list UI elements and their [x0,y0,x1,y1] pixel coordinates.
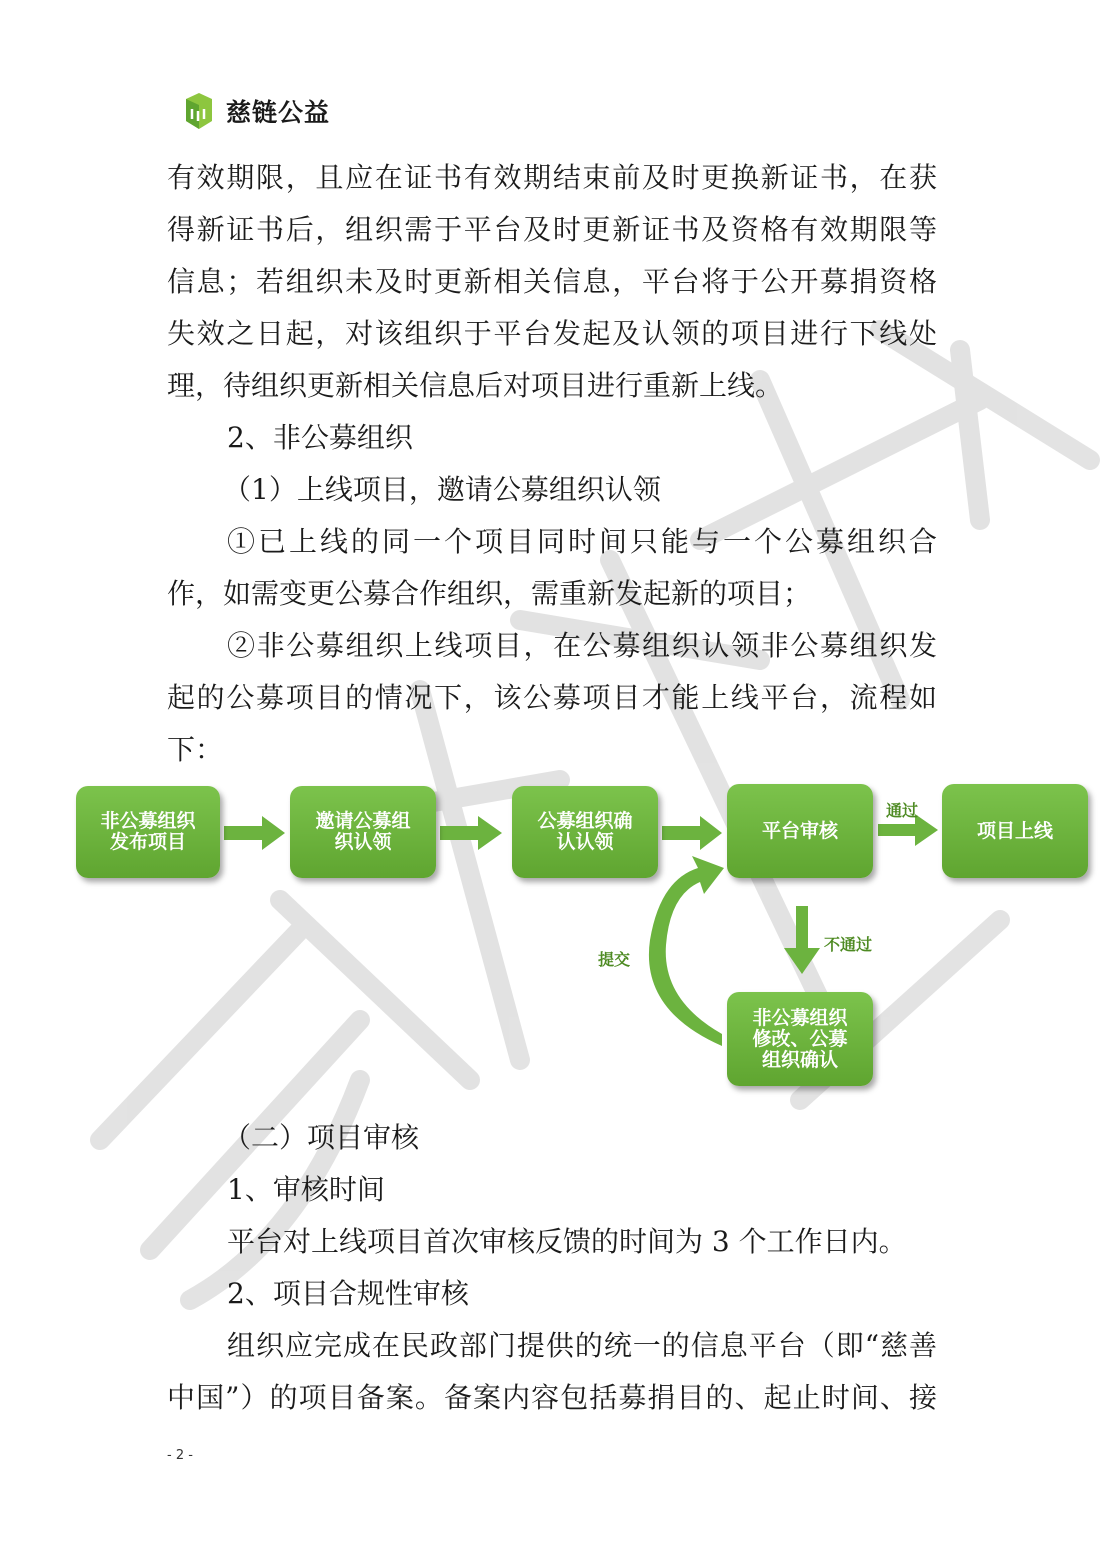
body-line: 中国”）的项目备案。备案内容包括募捐目的、起止时间、接 [167,1381,937,1414]
body-line: 得新证书后，组织需于平台及时更新证书及资格有效期限等 [167,213,937,246]
flow-step-review: 平台审核 [727,784,873,878]
arrow-down-icon [784,906,820,974]
body-line: 作，如需变更公募合作组织，需重新发起新的项目； [167,577,812,610]
brand-name: 慈链公益 [226,98,331,127]
subsection-heading: 1、审核时间 [227,1173,385,1206]
subsection-heading: （1）上线项目，邀请公募组织认领 [223,473,661,506]
body-line: 理，待组织更新相关信息后对项目进行重新上线。 [167,369,784,402]
flow-step-invite: 邀请公募组 织认领 [290,786,436,878]
flow-step-publish: 非公募组织 发布项目 [76,786,220,878]
body-line: 下： [167,733,224,766]
body-line: ②非公募组织上线项目，在公募组织认领非公募组织发 [227,629,937,662]
arrow-right-icon [440,816,502,850]
body-line: 平台对上线项目首次审核反馈的时间为 3 个工作日内。 [227,1225,907,1258]
subsection-heading: 2、项目合规性审核 [227,1277,469,1310]
flow-step-confirm: 公募组织确 认认领 [512,786,658,878]
arrow-right-icon [224,816,285,850]
body-line: 失效之日起，对该组织于平台发起及认领的项目进行下线处 [167,317,937,350]
flow-label-pass: 通过 [886,801,919,820]
body-line: 组织应完成在民政部门提供的统一的信息平台（即“慈善 [227,1329,937,1362]
body-line: 有效期限，且应在证书有效期结束前及时更换新证书，在获 [167,161,937,194]
body-line: 信息；若组织未及时更新相关信息，平台将于公开募捐资格 [167,265,937,298]
section-heading: 2、非公募组织 [227,421,413,454]
page-number: - 2 - [167,1448,193,1463]
curved-arrow-icon [649,856,724,1046]
flow-label-fail: 不通过 [824,935,873,954]
section-heading: （二）项目审核 [223,1121,420,1154]
flow-step-online: 项目上线 [942,784,1088,878]
flow-step-revise: 非公募组织 修改、公募 组织确认 [727,992,873,1086]
body-line: 起的公募项目的情况下，该公募项目才能上线平台，流程如 [167,681,937,714]
arrow-right-icon [662,816,722,850]
body-line: ①已上线的同一个项目同时间只能与一个公募组织合 [227,525,937,558]
flow-label-submit: 提交 [598,950,631,969]
